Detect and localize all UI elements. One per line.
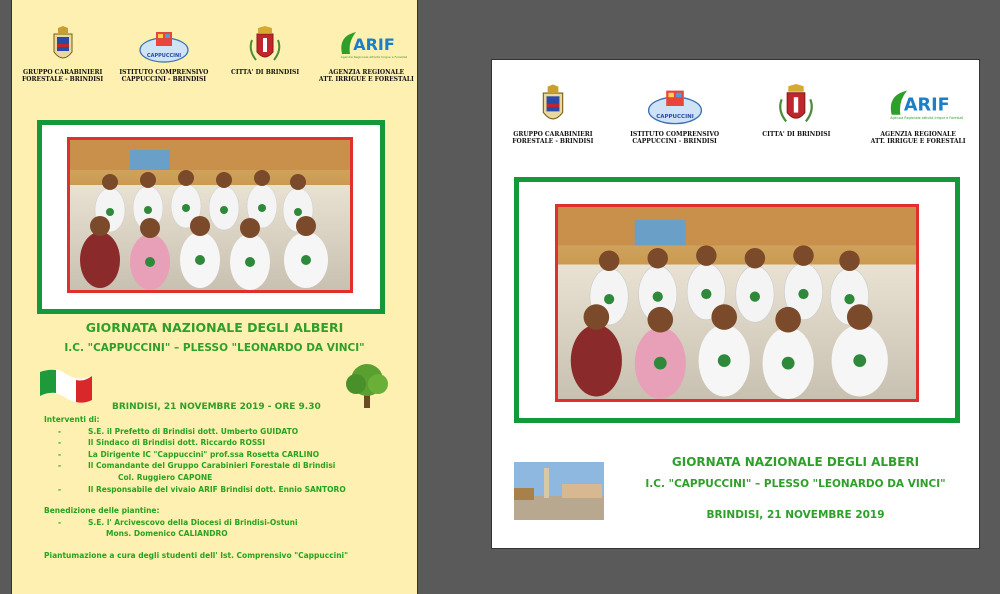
- list-item: - S.E. l' Arcivescovo della Diocesi di Brindisi-Ostuni: [58, 517, 298, 527]
- invitation-date-line: BRINDISI, 21 NOVEMBRE 2019: [706, 509, 885, 521]
- logo-row: [492, 84, 979, 145]
- logo-school: [113, 26, 214, 83]
- arif-logo-subtext: Agenzia Regionale attività Irrigue e Forestali: [341, 55, 408, 59]
- planting-note: Piantumazione a cura degli studenti dell' Ist. Comprensivo "Cappuccini": [44, 550, 349, 560]
- flyer-date-line: BRINDISI, 21 NOVEMBRE 2019 - ORE 9.30: [112, 402, 321, 412]
- logo-brindisi: [736, 84, 858, 145]
- flyer-page: [12, 0, 417, 594]
- carabinieri-crest-icon: [539, 84, 567, 128]
- logo-school: [614, 84, 736, 145]
- flyer-title: GIORNATA NAZIONALE DEGLI ALBERI: [85, 320, 344, 335]
- photo-frame-green: [37, 120, 385, 314]
- school-logo-icon: [138, 26, 190, 66]
- flyer-subtitle: I.C. "CAPPUCCINI" – PLESSO "LEONARDO DA VINCI": [64, 342, 365, 354]
- photo-frame-red: [67, 137, 353, 293]
- invitation-title: GIORNATA NAZIONALE DEGLI ALBERI: [671, 455, 920, 469]
- invitation-page: [492, 60, 979, 548]
- brindisi-crest-icon: [248, 26, 282, 66]
- blessing-heading: Benedizione delle piantine:: [44, 506, 160, 516]
- logo-caption: AGENZIA REGIONALE ATT. IRRIGUE E FORESTALI: [318, 69, 414, 83]
- brindisi-crest-icon: [777, 84, 815, 128]
- logo-caption: GRUPPO CARABINIERI FORESTALE - BRINDISI: [512, 131, 594, 145]
- list-item: - S.E. il Prefetto di Brindisi dott. Umberto GUIDATO: [58, 426, 299, 436]
- logo-arif: [316, 26, 417, 83]
- arif-logo-icon: [336, 26, 408, 66]
- list-item-continuation: Mons. Domenico CALIANDRO: [106, 529, 228, 539]
- logo-caption: GRUPPO CARABINIERI FORESTALE - BRINDISI: [22, 69, 104, 83]
- arif-logo-text: ARIF: [353, 35, 396, 54]
- list-item: - Il Responsabile del vivaio ARIF Brindisi dott. Ennio SANTORO: [58, 484, 346, 494]
- logo-carabinieri: [492, 84, 614, 145]
- logo-caption: CITTA' DI BRINDISI: [231, 69, 300, 76]
- brindisi-square-photo: [514, 462, 604, 520]
- italian-flag-icon: [36, 366, 96, 406]
- arif-logo-text: ARIF: [904, 95, 950, 116]
- list-item-continuation: Col. Ruggiero CAPONE: [118, 472, 213, 482]
- flyer-program: [44, 414, 404, 562]
- interventions-heading: Interventi di:: [44, 415, 100, 424]
- school-logo-icon: [646, 84, 704, 128]
- school-logo-text: CAPPUCCINI: [146, 53, 181, 59]
- logo-caption: ISTITUTO COMPRENSIVO CAPPUCCINI - BRINDISI: [630, 131, 720, 145]
- arif-logo-icon: [885, 84, 964, 128]
- logo-arif: [857, 84, 979, 145]
- class-photo: [558, 207, 916, 399]
- logo-caption: ISTITUTO COMPRENSIVO CAPPUCCINI - BRINDISI: [119, 69, 209, 83]
- arif-logo-subtext: Agenzia Regionale attività Irrigue e Forestali: [890, 116, 964, 121]
- carabinieri-crest-icon: [50, 26, 76, 66]
- class-photo: [70, 140, 350, 290]
- photo-frame-green: [514, 177, 960, 423]
- list-item: - Il Comandante del Gruppo Carabinieri Forestale di Brindisi: [58, 461, 336, 471]
- tree-icon: [342, 360, 392, 410]
- logo-caption: AGENZIA REGIONALE ATT. IRRIGUE E FORESTALI: [870, 131, 966, 145]
- logo-carabinieri: [12, 26, 113, 83]
- logo-brindisi: [215, 26, 316, 83]
- list-item: - La Dirigente IC "Cappuccini" prof.ssa Rosetta CARLINO: [58, 449, 320, 459]
- invitation-subtitle: I.C. "CAPPUCCINI" – PLESSO "LEONARDO DA VINCI": [645, 478, 946, 490]
- list-item: - Il Sindaco di Brindisi dott. Riccardo ROSSI: [58, 438, 266, 448]
- logo-row: [12, 26, 417, 83]
- photo-frame-red: [555, 204, 919, 402]
- logo-caption: CITTA' DI BRINDISI: [762, 131, 831, 138]
- school-logo-text: CAPPUCCINI: [655, 114, 694, 121]
